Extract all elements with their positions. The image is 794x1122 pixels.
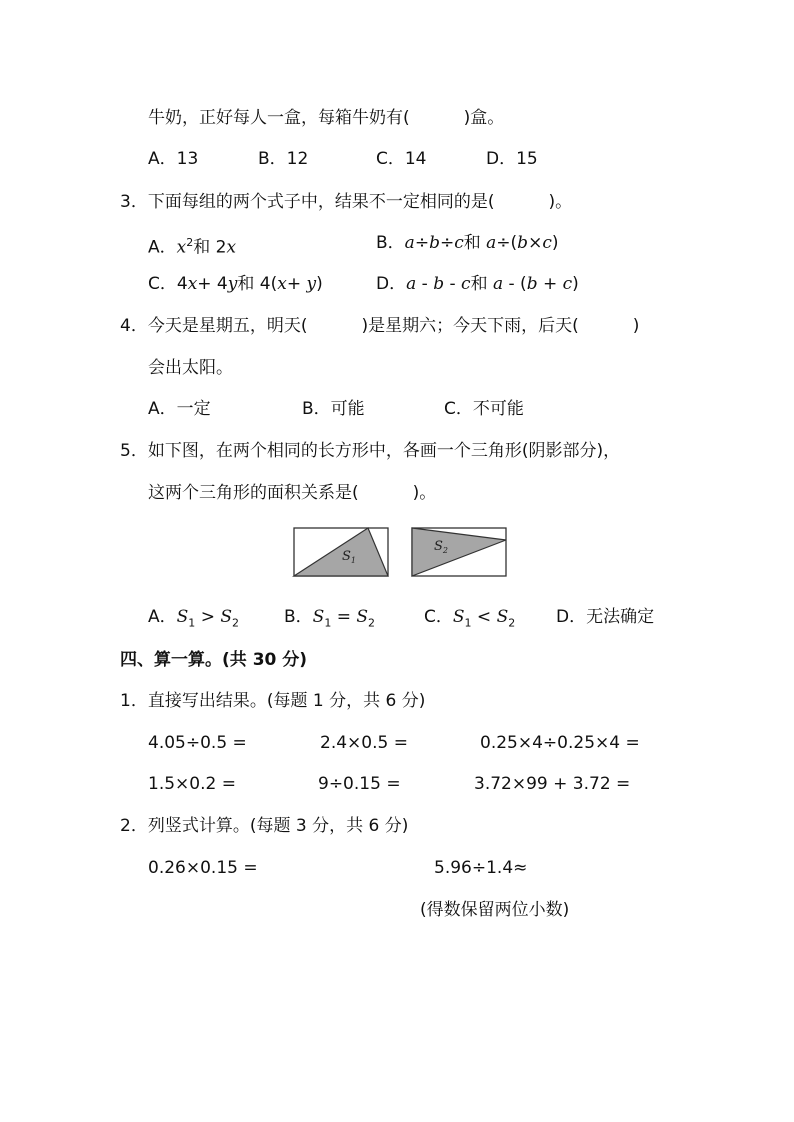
q2-option-d: D．15 [486, 149, 538, 169]
rounding-note: (得数保留两位小数) [420, 900, 570, 920]
q2-tail-line: 牛奶，正好每人一盒，每箱牛奶有( )盒。 [148, 108, 505, 128]
q5-stem-continued: 这两个三角形的面积关系是( )。 [148, 483, 437, 503]
calc-item: 2.4×0.5 = [320, 733, 408, 753]
calc-item: 1.5×0.2 = [148, 774, 236, 794]
q5-stem: 5．如下图，在两个相同的长方形中，各画一个三角形(阴影部分)， [120, 441, 621, 461]
q4-stem-continued: 会出太阳。 [148, 358, 233, 378]
label-s2: $S_2$ [434, 539, 448, 555]
q2-option-a: A．13 [148, 149, 199, 169]
calc-item: 9÷0.15 = [318, 774, 401, 794]
q4-option-a: A．一定 [148, 399, 211, 419]
q2-option-b: B．12 [258, 149, 309, 169]
rectangle-left [294, 528, 388, 576]
q3-stem: 3．下面每组的两个式子中，结果不一定相同的是( )。 [120, 192, 573, 212]
rectangle-right [412, 528, 506, 576]
vertical-calc-item: 5.96÷1.4≈ [434, 858, 528, 878]
calc-item: 3.72×99 + 3.72 = [474, 774, 631, 794]
section4-q1-stem: 1．直接写出结果。(每题 1 分，共 6 分) [120, 691, 426, 711]
q4-option-c: C．不可能 [444, 399, 524, 419]
q5-option-c: C．$S_1 < S_2$ [424, 607, 516, 630]
q5-option-d: D．无法确定 [556, 607, 655, 627]
section4-q2-stem: 2．列竖式计算。(每题 3 分，共 6 分) [120, 816, 409, 836]
label-s1: $S_1$ [342, 549, 356, 565]
section4-title: 四、算一算。(共 30 分) [120, 650, 308, 670]
calc-item: 0.25×4÷0.25×4 = [480, 733, 640, 753]
calc-item: 4.05÷0.5 = [148, 733, 247, 753]
q2-option-c: C．14 [376, 149, 427, 169]
q5-option-a: A．$S_1 > S_2$ [148, 607, 240, 630]
q3-option-d: D．a - b - c和 a - (b + c) [376, 274, 579, 294]
q4-option-b: B．可能 [302, 399, 365, 419]
q5-option-b: B．$S_1 = S_2$ [284, 607, 376, 630]
q3-option-b: B．a÷b÷c和 a÷(b×c) [376, 233, 559, 253]
q3-option-c: C．4x+ 4y和 4(x+ y) [148, 274, 323, 294]
vertical-calc-item: 0.26×0.15 = [148, 858, 258, 878]
q4-stem: 4．今天是星期五，明天( )是星期六；今天下雨，后天( ) [120, 316, 640, 336]
rectangles-triangles-figure [290, 524, 510, 582]
q3-option-a: A．$x^2$和 2x [148, 236, 237, 258]
